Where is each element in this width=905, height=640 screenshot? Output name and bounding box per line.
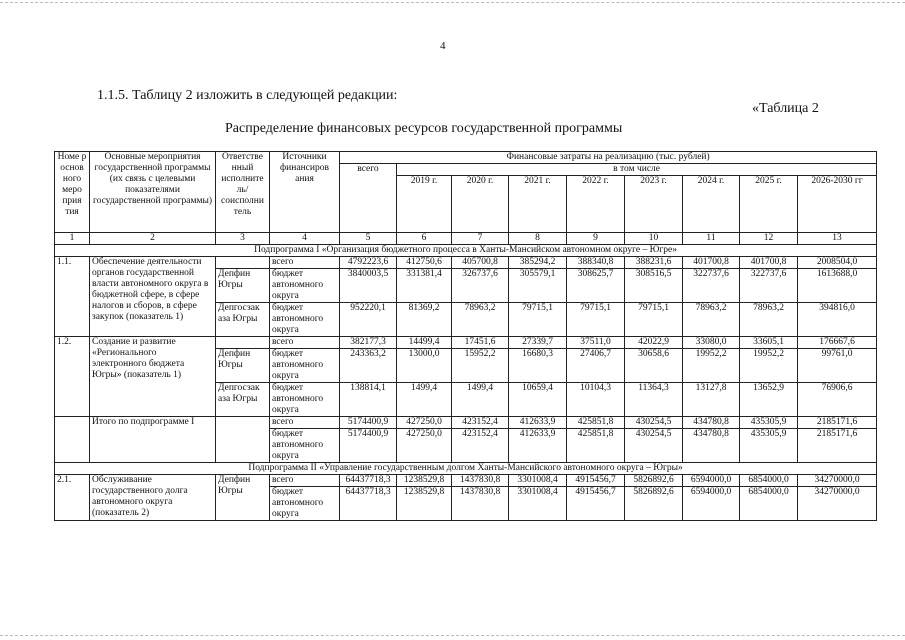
header-sources: Источники финансиров ания [270, 152, 340, 233]
value-cell: 1238529,8 [397, 487, 452, 521]
column-index: 3 [216, 233, 270, 245]
value-cell: 34270000,0 [798, 475, 877, 487]
value-cell: 79715,1 [509, 303, 567, 337]
scan-edge-top [0, 2, 905, 3]
value-cell: 425851,8 [567, 417, 625, 429]
header-year: 2026-2030 гг [798, 176, 877, 233]
value-cell: 5826892,6 [625, 475, 683, 487]
value-cell: 27339,7 [509, 337, 567, 349]
value-cell: 6594000,0 [683, 475, 740, 487]
value-cell: 412633,9 [509, 417, 567, 429]
source-cell: бюджет автономного округа [270, 349, 340, 383]
value-cell: 30658,6 [625, 349, 683, 383]
value-cell: 99761,0 [798, 349, 877, 383]
value-cell: 176667,6 [798, 337, 877, 349]
value-cell: 64437718,3 [340, 487, 397, 521]
value-cell: 326737,6 [452, 269, 509, 303]
subprogram-1-total-label: Итого по подпрограмме I [90, 417, 216, 463]
header-year: 2020 г. [452, 176, 509, 233]
value-cell: 1499,4 [397, 383, 452, 417]
source-cell: бюджет автономного округа [270, 383, 340, 417]
activity-name: Обслуживание государственного долга автономного округа (показатель 2) [90, 475, 216, 521]
value-cell: 435305,9 [740, 429, 798, 463]
activity-number: 2.1. [55, 475, 90, 521]
table-title: Распределение финансовых ресурсов государственной программы [225, 121, 623, 136]
value-cell: 4792223,6 [340, 257, 397, 269]
column-index: 11 [683, 233, 740, 245]
value-cell: 10104,3 [567, 383, 625, 417]
value-cell: 5174400,9 [340, 417, 397, 429]
subprogram-2-title: Подпрограмма II «Управление государственным долгом Ханты-Мансийского автономного округа – Югры» [55, 463, 877, 475]
value-cell: 388231,6 [625, 257, 683, 269]
value-cell: 430254,5 [625, 429, 683, 463]
value-cell: 952220,1 [340, 303, 397, 337]
value-cell: 79715,1 [567, 303, 625, 337]
value-cell: 11364,3 [625, 383, 683, 417]
column-index: 13 [798, 233, 877, 245]
value-cell: 10659,4 [509, 383, 567, 417]
responsible-cell [216, 257, 270, 269]
table-row [55, 337, 877, 349]
column-index: 10 [625, 233, 683, 245]
total-row [55, 417, 877, 429]
column-index-row [55, 233, 877, 245]
activity-name: Обеспечение деятельности органов государственной власти автономного округа в бюджетной сфере, в сфере налогов и сборов, в сфере закупок (показатель 1) [90, 257, 216, 337]
value-cell: 78963,2 [683, 303, 740, 337]
value-cell: 27406,7 [567, 349, 625, 383]
value-cell: 4915456,7 [567, 475, 625, 487]
value-cell: 385294,2 [509, 257, 567, 269]
value-cell: 37511,0 [567, 337, 625, 349]
value-cell: 13652,9 [740, 383, 798, 417]
value-cell: 13000,0 [397, 349, 452, 383]
header-year: 2024 г. [683, 176, 740, 233]
value-cell: 1238529,8 [397, 475, 452, 487]
value-cell: 308625,7 [567, 269, 625, 303]
value-cell: 322737,6 [740, 269, 798, 303]
empty-cell [55, 417, 90, 463]
value-cell: 33605,1 [740, 337, 798, 349]
value-cell: 17451,6 [452, 337, 509, 349]
value-cell: 13127,8 [683, 383, 740, 417]
responsible-cell: Депгосзак аза Югры [216, 303, 270, 337]
header-num: Номе р основ ного меро прия тия [55, 152, 90, 233]
value-cell: 5174400,9 [340, 429, 397, 463]
header-row [55, 152, 877, 164]
value-cell: 3840003,5 [340, 269, 397, 303]
value-cell: 423152,4 [452, 429, 509, 463]
value-cell: 425851,8 [567, 429, 625, 463]
value-cell: 382177,3 [340, 337, 397, 349]
column-index: 1 [55, 233, 90, 245]
value-cell: 430254,5 [625, 417, 683, 429]
value-cell: 15952,2 [452, 349, 509, 383]
table-row [55, 257, 877, 269]
value-cell: 405700,8 [452, 257, 509, 269]
value-cell: 79715,1 [625, 303, 683, 337]
value-cell: 16680,3 [509, 349, 567, 383]
table-label: «Таблица 2 [752, 101, 819, 116]
value-cell: 81369,2 [397, 303, 452, 337]
value-cell: 412750,6 [397, 257, 452, 269]
value-cell: 427250,0 [397, 429, 452, 463]
header-year: 2023 г. [625, 176, 683, 233]
value-cell: 19952,2 [683, 349, 740, 383]
value-cell: 78963,2 [740, 303, 798, 337]
activity-number: 1.2. [55, 337, 90, 417]
source-cell: всего [270, 417, 340, 429]
value-cell: 78963,2 [452, 303, 509, 337]
table-row [55, 475, 877, 487]
header-year: 2022 г. [567, 176, 625, 233]
value-cell: 138814,1 [340, 383, 397, 417]
value-cell: 5826892,6 [625, 487, 683, 521]
amendment-instruction: 1.1.5. Таблицу 2 изложить в следующей редакции: [97, 88, 398, 103]
column-index: 2 [90, 233, 216, 245]
scan-edge-bottom [0, 635, 905, 636]
value-cell: 19952,2 [740, 349, 798, 383]
value-cell: 6854000,0 [740, 475, 798, 487]
source-cell: бюджет автономного округа [270, 429, 340, 463]
subprogram-title-row [55, 463, 877, 475]
value-cell: 33080,0 [683, 337, 740, 349]
header-year: 2019 г. [397, 176, 452, 233]
subprogram-1-title: Подпрограмма I «Организация бюджетного процесса в Ханты-Мансийском автономном округе – Югре» [55, 245, 877, 257]
source-cell: всего [270, 475, 340, 487]
value-cell: 1499,4 [452, 383, 509, 417]
value-cell: 243363,2 [340, 349, 397, 383]
value-cell: 423152,4 [452, 417, 509, 429]
column-index: 7 [452, 233, 509, 245]
value-cell: 4915456,7 [567, 487, 625, 521]
value-cell: 3301008,4 [509, 487, 567, 521]
header-activities: Основные мероприятия государственной программы (их связь с целевыми показателями государственной программы) [90, 152, 216, 233]
value-cell: 427250,0 [397, 417, 452, 429]
value-cell: 42022,9 [625, 337, 683, 349]
value-cell: 6854000,0 [740, 487, 798, 521]
subprogram-title-row [55, 245, 877, 257]
value-cell: 2185171,6 [798, 417, 877, 429]
responsible-cell: Депгосзак аза Югры [216, 383, 270, 417]
value-cell: 401700,8 [740, 257, 798, 269]
column-index: 9 [567, 233, 625, 245]
responsible-cell: Депфин Югры [216, 269, 270, 303]
financial-resources-table [54, 151, 877, 521]
empty-cell [216, 417, 270, 463]
source-cell: всего [270, 257, 340, 269]
header-including: в том числе [397, 164, 877, 176]
header-financial-costs: Финансовые затраты на реализацию (тыс. рублей) [340, 152, 877, 164]
column-index: 8 [509, 233, 567, 245]
value-cell: 3301008,4 [509, 475, 567, 487]
activity-number: 1.1. [55, 257, 90, 337]
column-index: 6 [397, 233, 452, 245]
value-cell: 2008504,0 [798, 257, 877, 269]
value-cell: 434780,8 [683, 429, 740, 463]
value-cell: 331381,4 [397, 269, 452, 303]
value-cell: 2185171,6 [798, 429, 877, 463]
value-cell: 1613688,0 [798, 269, 877, 303]
value-cell: 1437830,8 [452, 475, 509, 487]
value-cell: 435305,9 [740, 417, 798, 429]
value-cell: 6594000,0 [683, 487, 740, 521]
value-cell: 76906,6 [798, 383, 877, 417]
value-cell: 394816,0 [798, 303, 877, 337]
responsible-cell: Депфин Югры [216, 349, 270, 383]
value-cell: 308516,5 [625, 269, 683, 303]
header-year: 2025 г. [740, 176, 798, 233]
page-number: 4 [440, 40, 446, 52]
header-total: всего [340, 164, 397, 233]
responsible-cell: Депфин Югры [216, 475, 270, 521]
value-cell: 14499,4 [397, 337, 452, 349]
header-year: 2021 г. [509, 176, 567, 233]
value-cell: 305579,1 [509, 269, 567, 303]
value-cell: 388340,8 [567, 257, 625, 269]
header-responsible: Ответстве нный исполните ль/ соисполни тель [216, 152, 270, 233]
responsible-cell [216, 337, 270, 349]
column-index: 4 [270, 233, 340, 245]
activity-name: Создание и развитие «Регионального электронного бюджета Югры» (показатель 1) [90, 337, 216, 417]
value-cell: 322737,6 [683, 269, 740, 303]
column-index: 5 [340, 233, 397, 245]
value-cell: 412633,9 [509, 429, 567, 463]
source-cell: бюджет автономного округа [270, 269, 340, 303]
value-cell: 401700,8 [683, 257, 740, 269]
column-index: 12 [740, 233, 798, 245]
value-cell: 64437718,3 [340, 475, 397, 487]
value-cell: 434780,8 [683, 417, 740, 429]
source-cell: бюджет автономного округа [270, 487, 340, 521]
source-cell: всего [270, 337, 340, 349]
value-cell: 1437830,8 [452, 487, 509, 521]
source-cell: бюджет автономного округа [270, 303, 340, 337]
value-cell: 34270000,0 [798, 487, 877, 521]
